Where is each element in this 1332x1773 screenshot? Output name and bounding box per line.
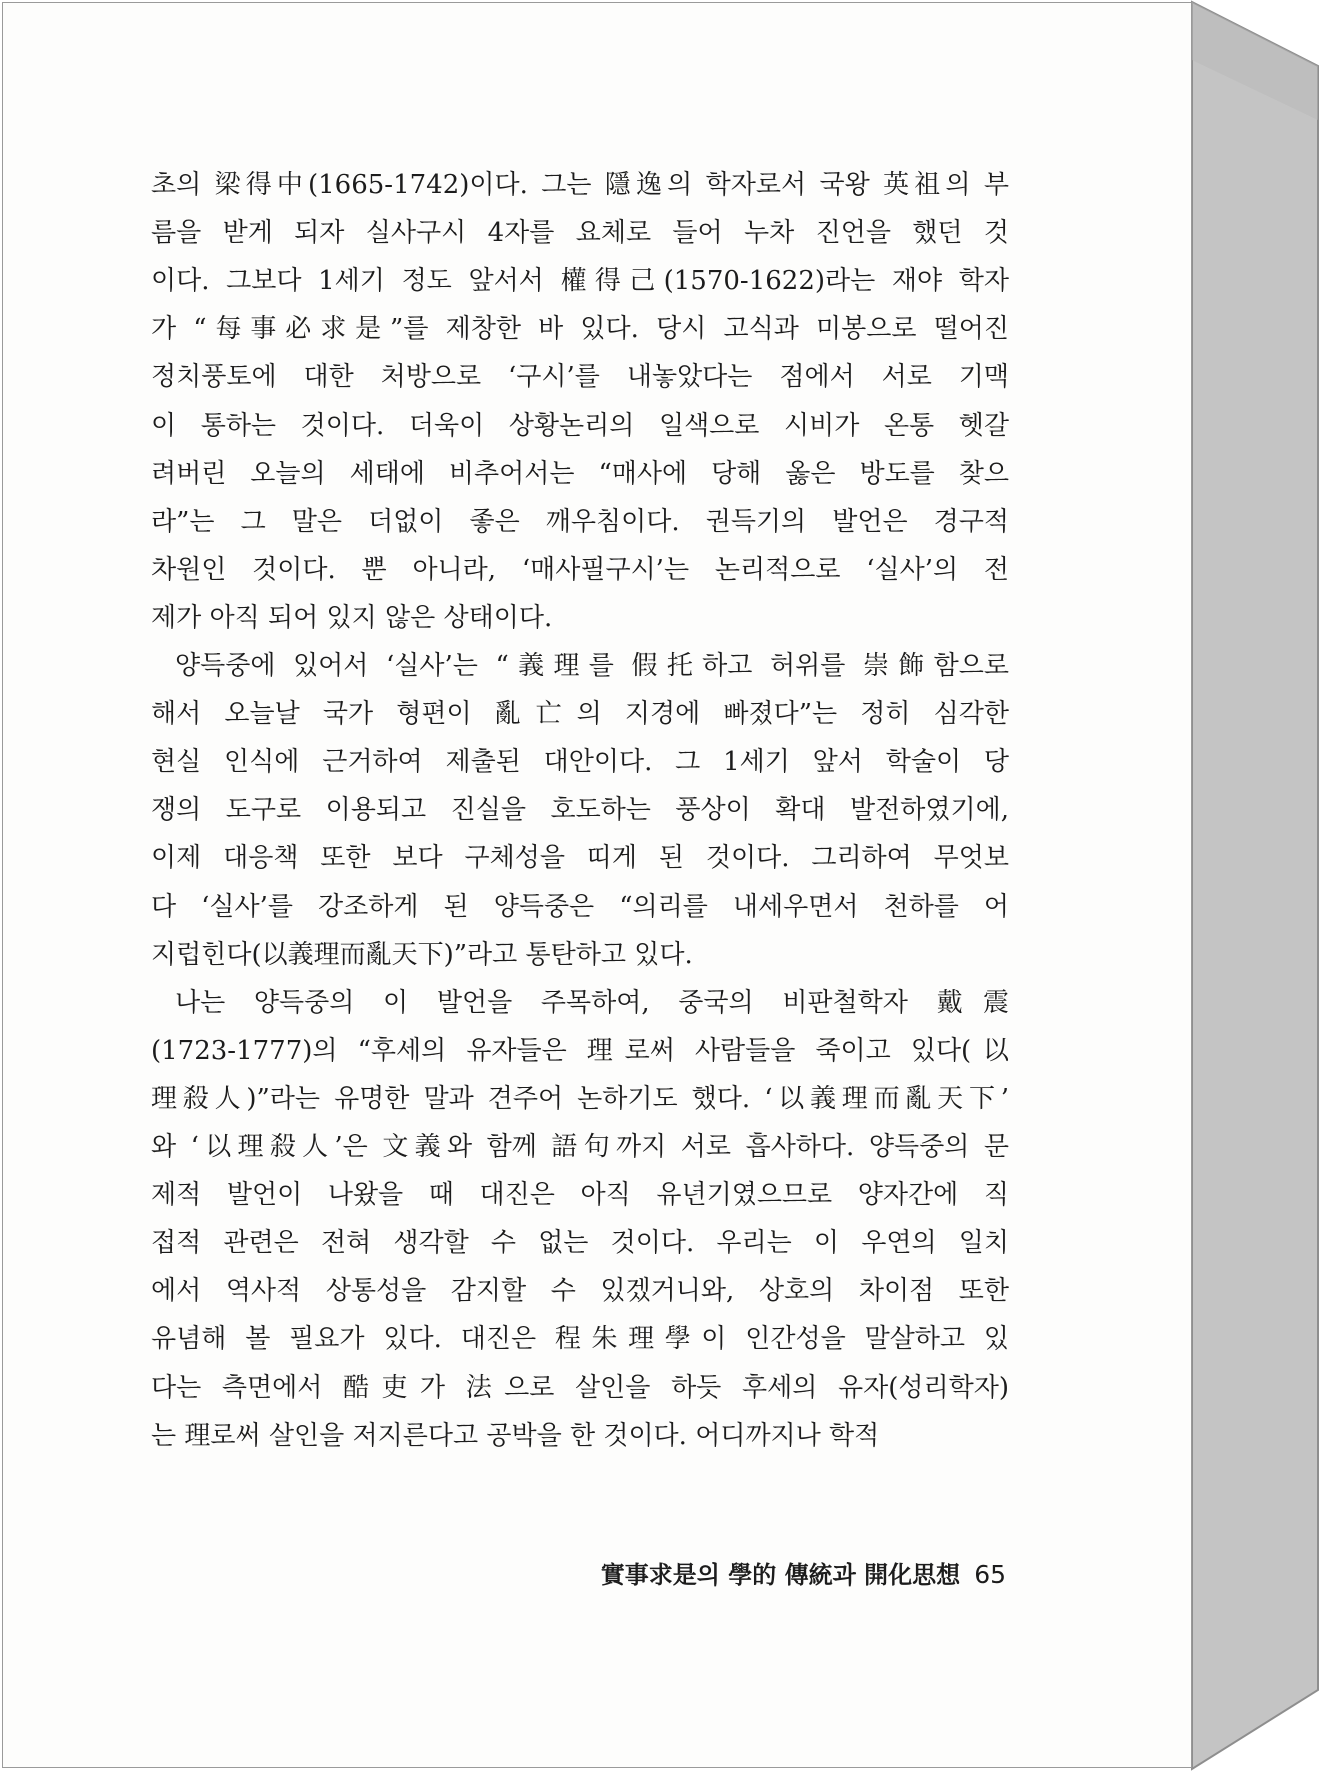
text-line: 접적 관련은 전혀 생각할 수 없는 것이다. 우리는 이 우연의 일치: [151, 1228, 1009, 1259]
text-line: 이다. 그보다 1세기 정도 앞서서 權得己(1570-1622)라는 재야 학자: [151, 266, 1009, 297]
text-line: 려버린 오늘의 세태에 비추어서는 “매사에 당해 옳은 방도를 찾으: [151, 458, 1009, 489]
text-line: 해서 오늘날 국가 형편이 亂亡의 지경에 빠졌다”는 정히 심각한: [151, 699, 1009, 730]
text-line: 이 통하는 것이다. 더욱이 상황논리의 일색으로 시비가 온통 헷갈: [151, 410, 1009, 441]
text-line: 나는 양득중의 이 발언을 주목하여, 중국의 비판철학자 戴震: [175, 987, 1009, 1018]
text-line: 는 理로써 살인을 저지른다고 공박을 한 것이다. 어디까지나 학적: [151, 1420, 880, 1451]
text-line: 쟁의 도구로 이용되고 진실을 호도하는 풍상이 확대 발전하였기에,: [151, 795, 1009, 826]
text-line: 다 ‘실사’를 강조하게 된 양득중은 “의리를 내세우면서 천하를 어: [151, 891, 1009, 922]
running-title: 實事求是의 學的 傳統과 開化思想: [600, 1560, 961, 1589]
text-line: 지럽힌다(以義理而亂天下)”라고 통탄하고 있다.: [151, 939, 693, 970]
text-line: 와 ‘以理殺人’은 文義와 함께 語句까지 서로 흡사하다. 양득중의 문: [151, 1132, 1009, 1162]
text-line: 차원인 것이다. 뿐 아니라, ‘매사필구시’는 논리적으로 ‘실사’의 전: [151, 554, 1009, 585]
text-line: 에서 역사적 상통성을 감지할 수 있겠거니와, 상호의 차이점 또한: [151, 1276, 1009, 1307]
text-line: (1723-1777)의 “후세의 유자들은 理로써 사람들을 죽이고 있다(以: [151, 1035, 1009, 1066]
text-line: 름을 받게 되자 실사구시 4자를 요체로 들어 누차 진언을 했던 것: [151, 218, 1009, 249]
text-line: 理殺人)”라는 유명한 말과 견주어 논하기도 했다. ‘以義理而亂天下’: [151, 1083, 1009, 1114]
text-line: 이제 대응책 또한 보다 구체성을 띠게 된 것이다. 그리하여 무엇보: [151, 843, 1009, 874]
text-line: 가 “每事必求是”를 제창한 바 있다. 당시 고식과 미봉으로 떨어진: [151, 314, 1009, 345]
book-page: [2, 2, 1192, 1768]
text-line: 라”는 그 말은 더없이 좋은 깨우침이다. 권득기의 발언은 경구적: [151, 506, 1009, 537]
text-line: 제적 발언이 나왔을 때 대진은 아직 유년기였으므로 양자간에 직: [151, 1180, 1009, 1211]
text-line: 초의 梁得中(1665-1742)이다. 그는 隱逸의 학자로서 국왕 英祖의 부: [151, 170, 1009, 200]
text-line: 현실 인식에 근거하여 제출된 대안이다. 그 1세기 앞서 학술이 당: [151, 747, 1009, 778]
text-line: 제가 아직 되어 있지 않은 상태이다.: [151, 602, 553, 633]
text-line: 정치풍토에 대한 처방으로 ‘구시’를 내놓았다는 점에서 서로 기맥: [151, 362, 1009, 393]
page-footer: [601, 1555, 1006, 1595]
page-number: 65: [974, 1560, 1006, 1589]
text-line: 다는 측면에서 酷吏가 法으로 살인을 하듯 후세의 유자(성리학자): [151, 1372, 1009, 1403]
text-line: 유념해 볼 필요가 있다. 대진은 程朱理學이 인간성을 말살하고 있: [151, 1324, 1009, 1355]
text-line: 양득중에 있어서 ‘실사’는 “義理를 假托하고 허위를 崇飾함으로: [175, 651, 1009, 681]
